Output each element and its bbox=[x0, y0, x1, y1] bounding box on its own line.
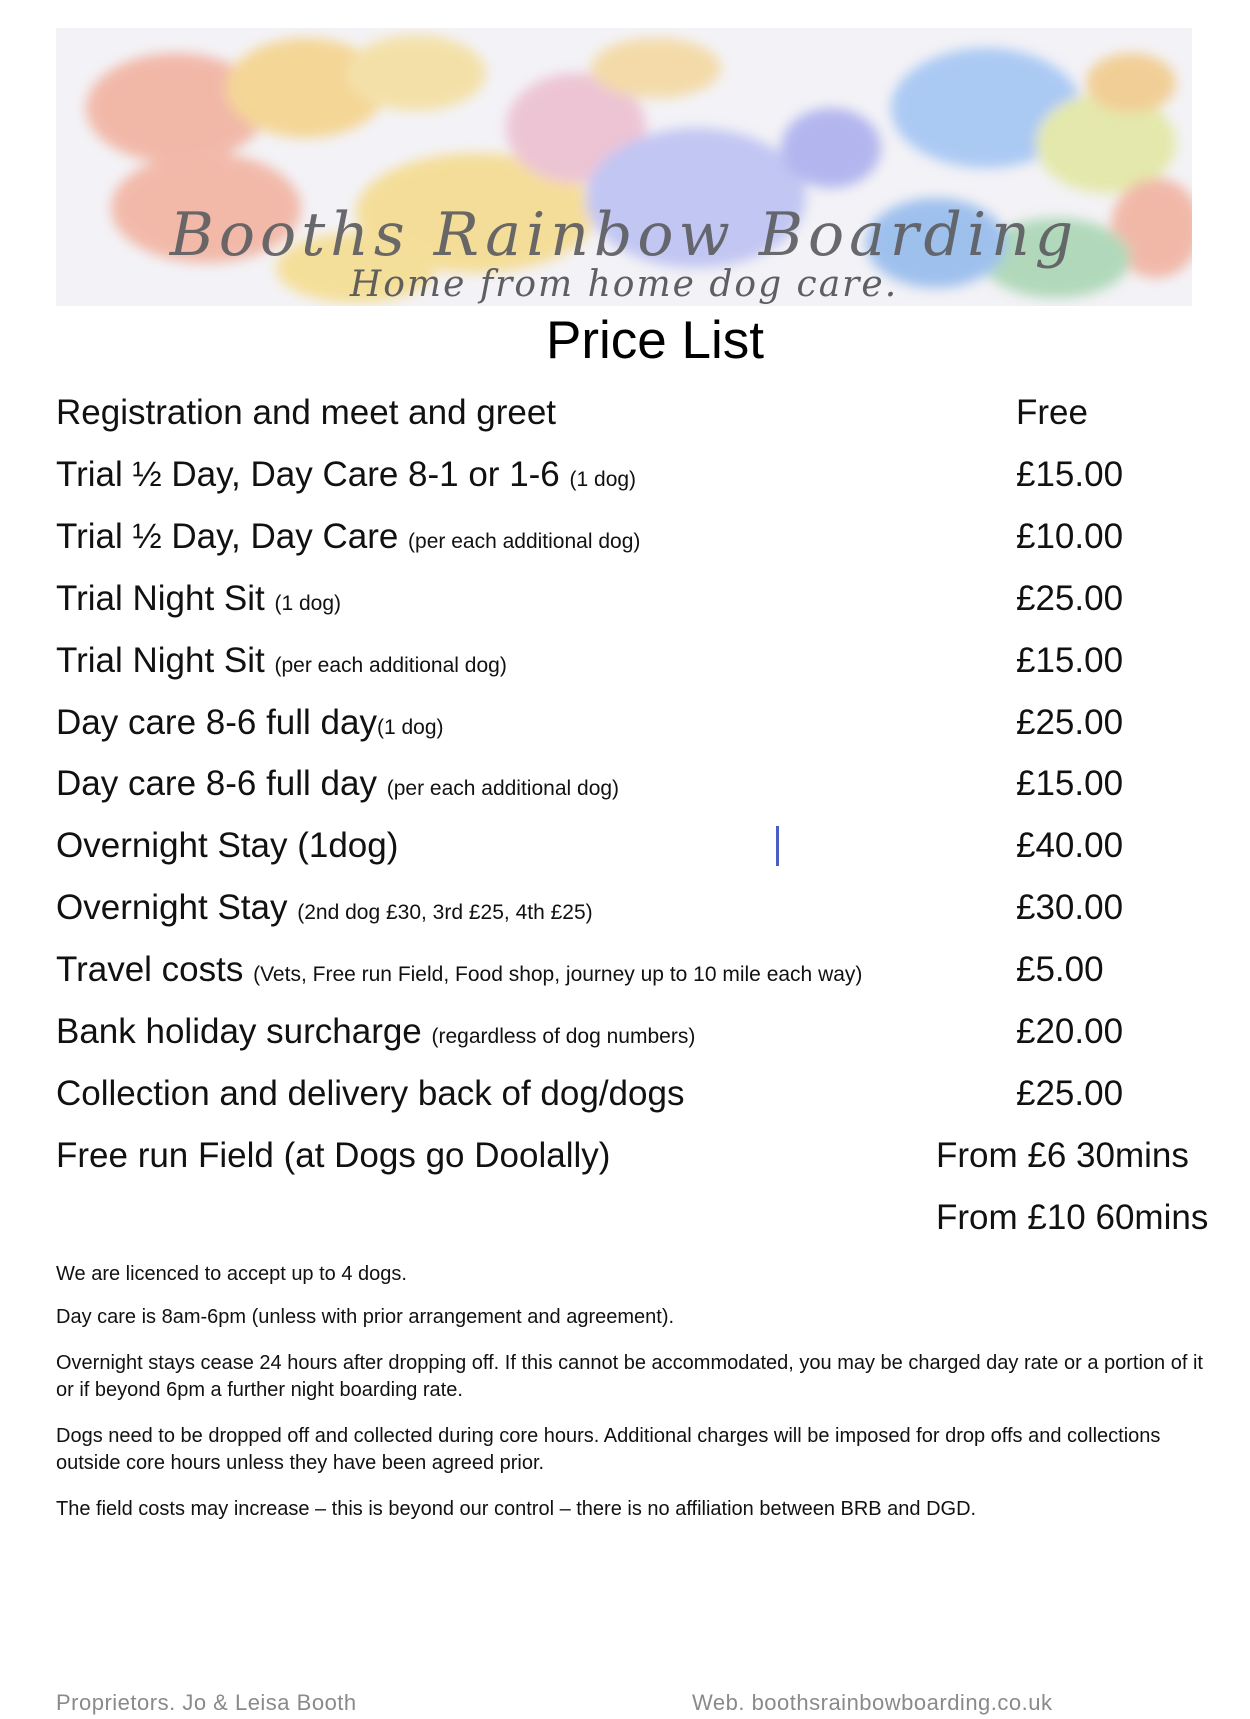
item-note: (per each additional dog) bbox=[408, 530, 641, 553]
item-name: Overnight Stay (1dog) bbox=[56, 826, 399, 865]
policy-note: Day care is 8am-6pm (unless with prior arrangement and agreement). bbox=[56, 1306, 675, 1328]
item-name: Day care 8-6 full day(1 dog) bbox=[56, 703, 444, 742]
item-note: (per each additional dog) bbox=[386, 777, 620, 800]
item-price: Free bbox=[1016, 393, 1088, 432]
item-name: Trial Night Sit (1 dog) bbox=[56, 579, 342, 618]
item-price: £15.00 bbox=[1016, 455, 1124, 494]
policy-note: The field costs may increase – this is beyond our control – there is no affiliation between BRB and DGD. bbox=[56, 1498, 977, 1520]
text-cursor bbox=[776, 826, 779, 866]
policy-note: Dogs need to be dropped off and collected during core hours. Additional charges will be imposed for drop offs and collections outside core hours unless they have been agreed prior. bbox=[56, 1425, 1161, 1474]
price-row bbox=[56, 579, 1216, 629]
price-row bbox=[56, 1074, 1216, 1124]
brand-tagline: Home from home dog care. bbox=[349, 264, 899, 305]
policy-note: We are licenced to accept up to 4 dogs. bbox=[56, 1263, 407, 1285]
price-row bbox=[56, 1012, 1216, 1062]
item-price: From £10 60mins bbox=[936, 1198, 1209, 1237]
item-name: Day care 8-6 full day (per each additional dog) bbox=[56, 764, 620, 803]
footer-proprietors: Proprietors. Jo & Leisa Booth bbox=[56, 1690, 357, 1715]
price-row bbox=[56, 888, 1216, 938]
price-row bbox=[56, 1198, 1216, 1248]
item-price: £15.00 bbox=[1016, 764, 1124, 803]
price-row bbox=[56, 393, 1216, 443]
price-row bbox=[56, 826, 1216, 876]
item-note: (Vets, Free run Field, Food shop, journey up to 10 mile each way) bbox=[253, 963, 863, 986]
item-note: (2nd dog £30, 3rd £25, 4th £25) bbox=[297, 901, 593, 924]
item-name: Trial ½ Day, Day Care 8-1 or 1-6 (1 dog) bbox=[56, 455, 637, 494]
item-price: £40.00 bbox=[1016, 826, 1124, 865]
item-price: £10.00 bbox=[1016, 517, 1124, 556]
item-price: £25.00 bbox=[1016, 703, 1124, 742]
price-row bbox=[56, 517, 1216, 567]
item-price: £20.00 bbox=[1016, 1012, 1124, 1051]
item-name: Free run Field (at Dogs go Doolally) bbox=[56, 1136, 611, 1175]
header-banner bbox=[56, 28, 1192, 306]
item-name: Registration and meet and greet bbox=[56, 393, 557, 432]
price-row bbox=[56, 641, 1216, 691]
item-price: £25.00 bbox=[1016, 579, 1124, 618]
item-price: From £6 30mins bbox=[936, 1136, 1189, 1175]
item-name: Travel costs (Vets, Free run Field, Food shop, journey up to 10 mile each way) bbox=[56, 950, 863, 989]
item-note: (1 dog) bbox=[274, 592, 342, 615]
policy-note: Overnight stays cease 24 hours after dropping off. If this cannot be accommodated, you may be charged day rate or a portion of it or if beyond 6pm a further night boarding rate. bbox=[56, 1352, 1203, 1401]
price-row bbox=[56, 1136, 1216, 1186]
item-price: £30.00 bbox=[1016, 888, 1124, 927]
page-title: Price List bbox=[546, 311, 764, 370]
item-note: (regardless of dog numbers) bbox=[431, 1025, 696, 1048]
item-note: (1 dog) bbox=[569, 468, 637, 491]
item-note: (per each additional dog) bbox=[274, 654, 507, 677]
item-name: Bank holiday surcharge (regardless of dog numbers) bbox=[56, 1012, 696, 1051]
item-price: £5.00 bbox=[1016, 950, 1104, 989]
footer-website: Web. boothsrainbowboarding.co.uk bbox=[692, 1690, 1053, 1715]
price-row bbox=[56, 703, 1216, 753]
price-row bbox=[56, 950, 1216, 1000]
item-price: £15.00 bbox=[1016, 641, 1124, 680]
item-name: Trial Night Sit (per each additional dog) bbox=[56, 641, 507, 680]
item-note: (1 dog) bbox=[376, 716, 444, 739]
item-name: Overnight Stay (2nd dog £30, 3rd £25, 4th £25) bbox=[56, 888, 593, 927]
item-name: Collection and delivery back of dog/dogs bbox=[56, 1074, 685, 1113]
price-row bbox=[56, 455, 1216, 505]
item-price: £25.00 bbox=[1016, 1074, 1124, 1113]
brand-title: Booths Rainbow Boarding bbox=[169, 200, 1079, 270]
item-name: Trial ½ Day, Day Care (per each additional dog) bbox=[56, 517, 641, 556]
price-row bbox=[56, 764, 1216, 814]
